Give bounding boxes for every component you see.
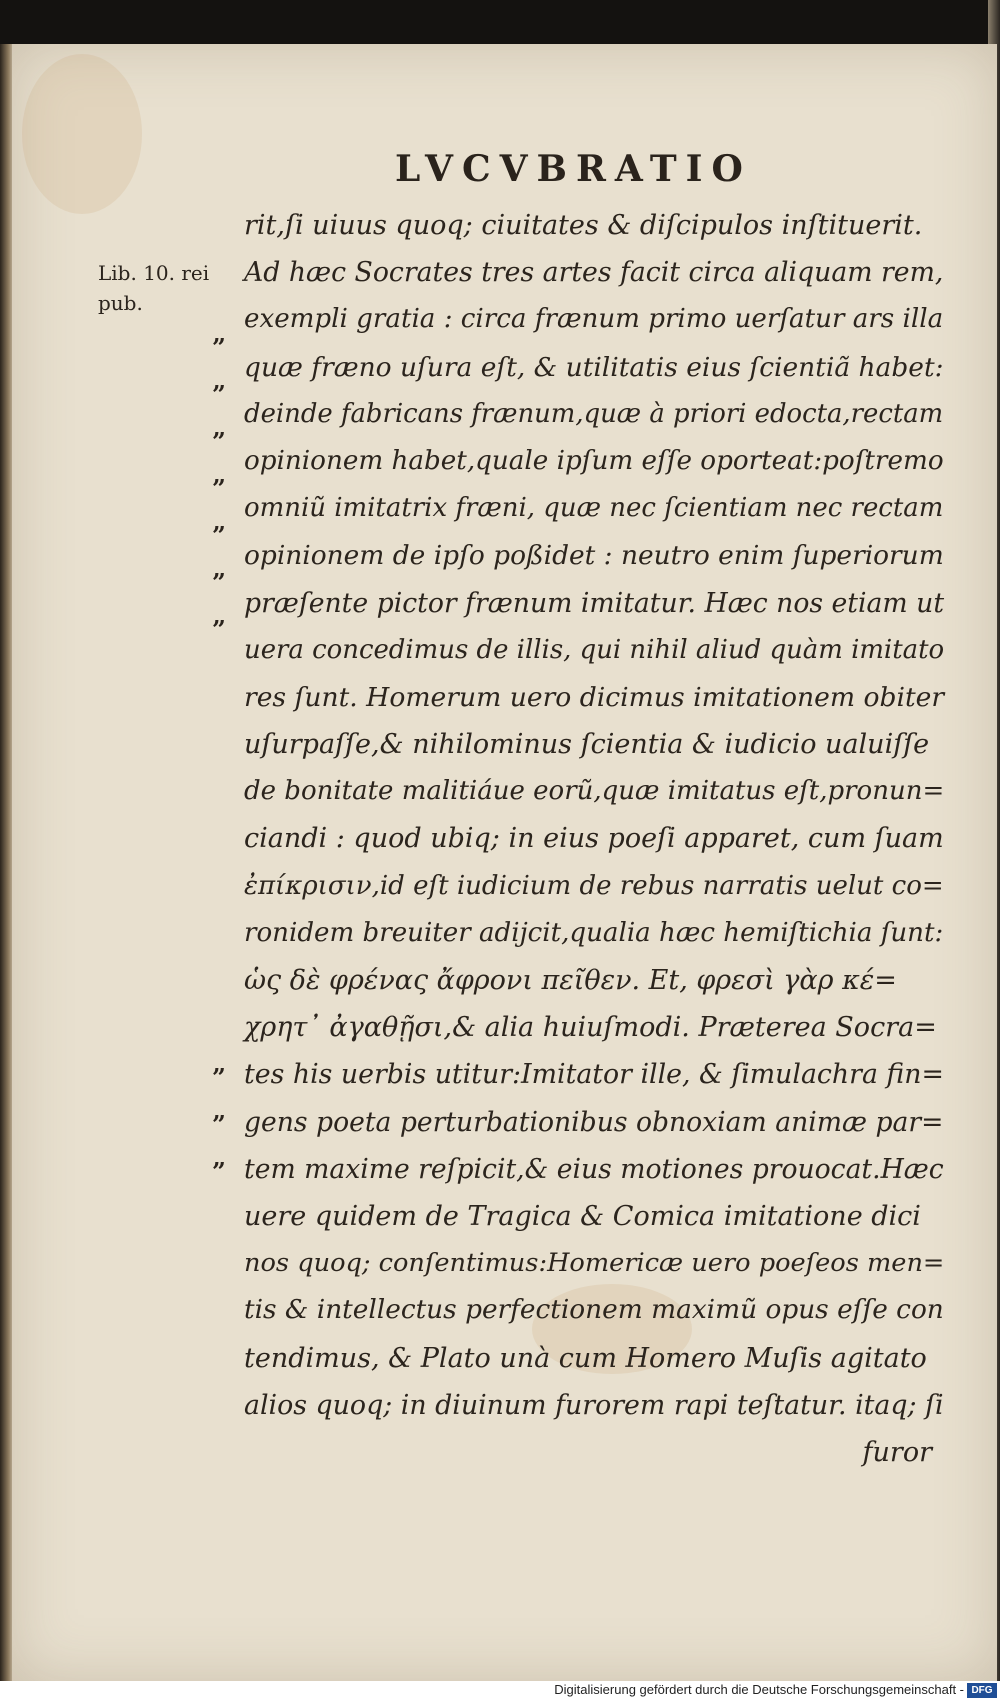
quote-mark: ”: [212, 1110, 226, 1139]
text-line: tis & intellectus perfectionem maximũ opus eſſe con: [244, 1295, 944, 1326]
body-text: [244, 202, 944, 1476]
text-line: Ad hæc Socrates tres artes facit circa aliquam rem,: [244, 257, 944, 289]
scan-background: [0, 0, 1000, 48]
quote-mark: ”: [212, 333, 226, 362]
quote-mark: ”: [212, 568, 226, 597]
footer-bar: [0, 1681, 1000, 1701]
text-line: omniũ imitatrix fræni, quæ nec ſcientiam nec rectam: [244, 493, 944, 524]
text-line: nos quoq; conſentimus:Homericæ uero poeſeos men=: [244, 1248, 945, 1279]
text-line: alios quoq; in diuinum furorem rapi teſtatur. itaq; ſi: [244, 1389, 944, 1421]
quote-mark: ”: [212, 1063, 226, 1092]
margin-note-line: Lib. 10. rei: [98, 261, 210, 285]
text-line: quæ fræno uſura eſt, & utilitatis eius ſcientiã habet:: [244, 351, 944, 383]
text-line: ὡς δὲ φρένας ἄφρονι πεῖθεν. Et, φρεσὶ γὰρ κέ=: [244, 965, 897, 996]
text-line: exempli gratia : circa frænum primo uerſatur ars illa: [244, 304, 944, 335]
text-line: rit,ſi uiuus quoq; ciuitates & diſcipulos inſtituerit.: [244, 210, 923, 241]
quote-mark: ”: [212, 1157, 226, 1186]
text-line: opinionem de ipſo poßidet : neutro enim ſuperiorum: [244, 540, 944, 572]
text-line: tendimus, & Plato unà cum Homero Muſis agitato: [244, 1342, 927, 1374]
text-line: tes his uerbis utitur:Imitator ille, & ſimulachra fin=: [244, 1059, 944, 1091]
text-line: gens poeta perturbationibus obnoxiam animæ par=: [244, 1106, 944, 1138]
quote-mark: ”: [212, 521, 226, 550]
quote-mark: ”: [212, 615, 226, 644]
text-line: uſurpaſſe,& nihilominus ſcientia & iudicio ualuiſſe: [244, 729, 930, 761]
text-line: præſente pictor frænum imitatur. Hæc nos etiam ut: [244, 587, 945, 619]
text-line: ronidem breuiter adijcit,qualia hæc hemiſtichia ſunt:: [244, 917, 944, 948]
text-line: ἐπίκρισιν,id eſt iudicium de rebus narratis uelut co=: [244, 870, 944, 901]
text-line: deinde fabricans frænum,quæ à priori edocta,rectam: [244, 398, 944, 429]
footer-credit: Digitalisierung gefördert durch die Deutsche Forschungsgemeinschaft -: [554, 1682, 964, 1697]
dfg-logo: DFG: [967, 1683, 997, 1698]
text-line: res ſunt. Homerum uero dicimus imitationem obiter: [244, 681, 945, 713]
text-line: ciandi : quod ubiq; in eius poeſi apparet, cum ſuam: [244, 823, 944, 855]
text-line: tem maxime reſpicit,& eius motiones prouocat.Hæc: [244, 1153, 944, 1185]
text-line: uere quidem de Tragica & Comica imitatione dici: [244, 1200, 921, 1232]
quote-mark: ”: [212, 474, 226, 503]
text-line: χρητ᾽ ἀγαθῇσι,& alia huiuſmodi. Præterea Socra=: [244, 1012, 937, 1044]
running-head: LVCVBRATIO: [395, 148, 752, 190]
margin-note: [98, 258, 238, 318]
text-line: uera concedimus de illis, qui nihil aliud quàm imitato: [244, 634, 945, 665]
text-line: opinionem habet,quale ipſum eſſe oporteat:poſtremo: [244, 445, 944, 476]
page-stain: [22, 54, 142, 214]
margin-note-line: pub.: [98, 291, 143, 315]
quote-mark: ”: [212, 427, 226, 456]
catchword: furor: [862, 1436, 932, 1468]
quote-mark: ”: [212, 380, 226, 409]
text-line: de bonitate malitiáue eorũ,quæ imitatus eſt,pronun=: [244, 776, 945, 807]
